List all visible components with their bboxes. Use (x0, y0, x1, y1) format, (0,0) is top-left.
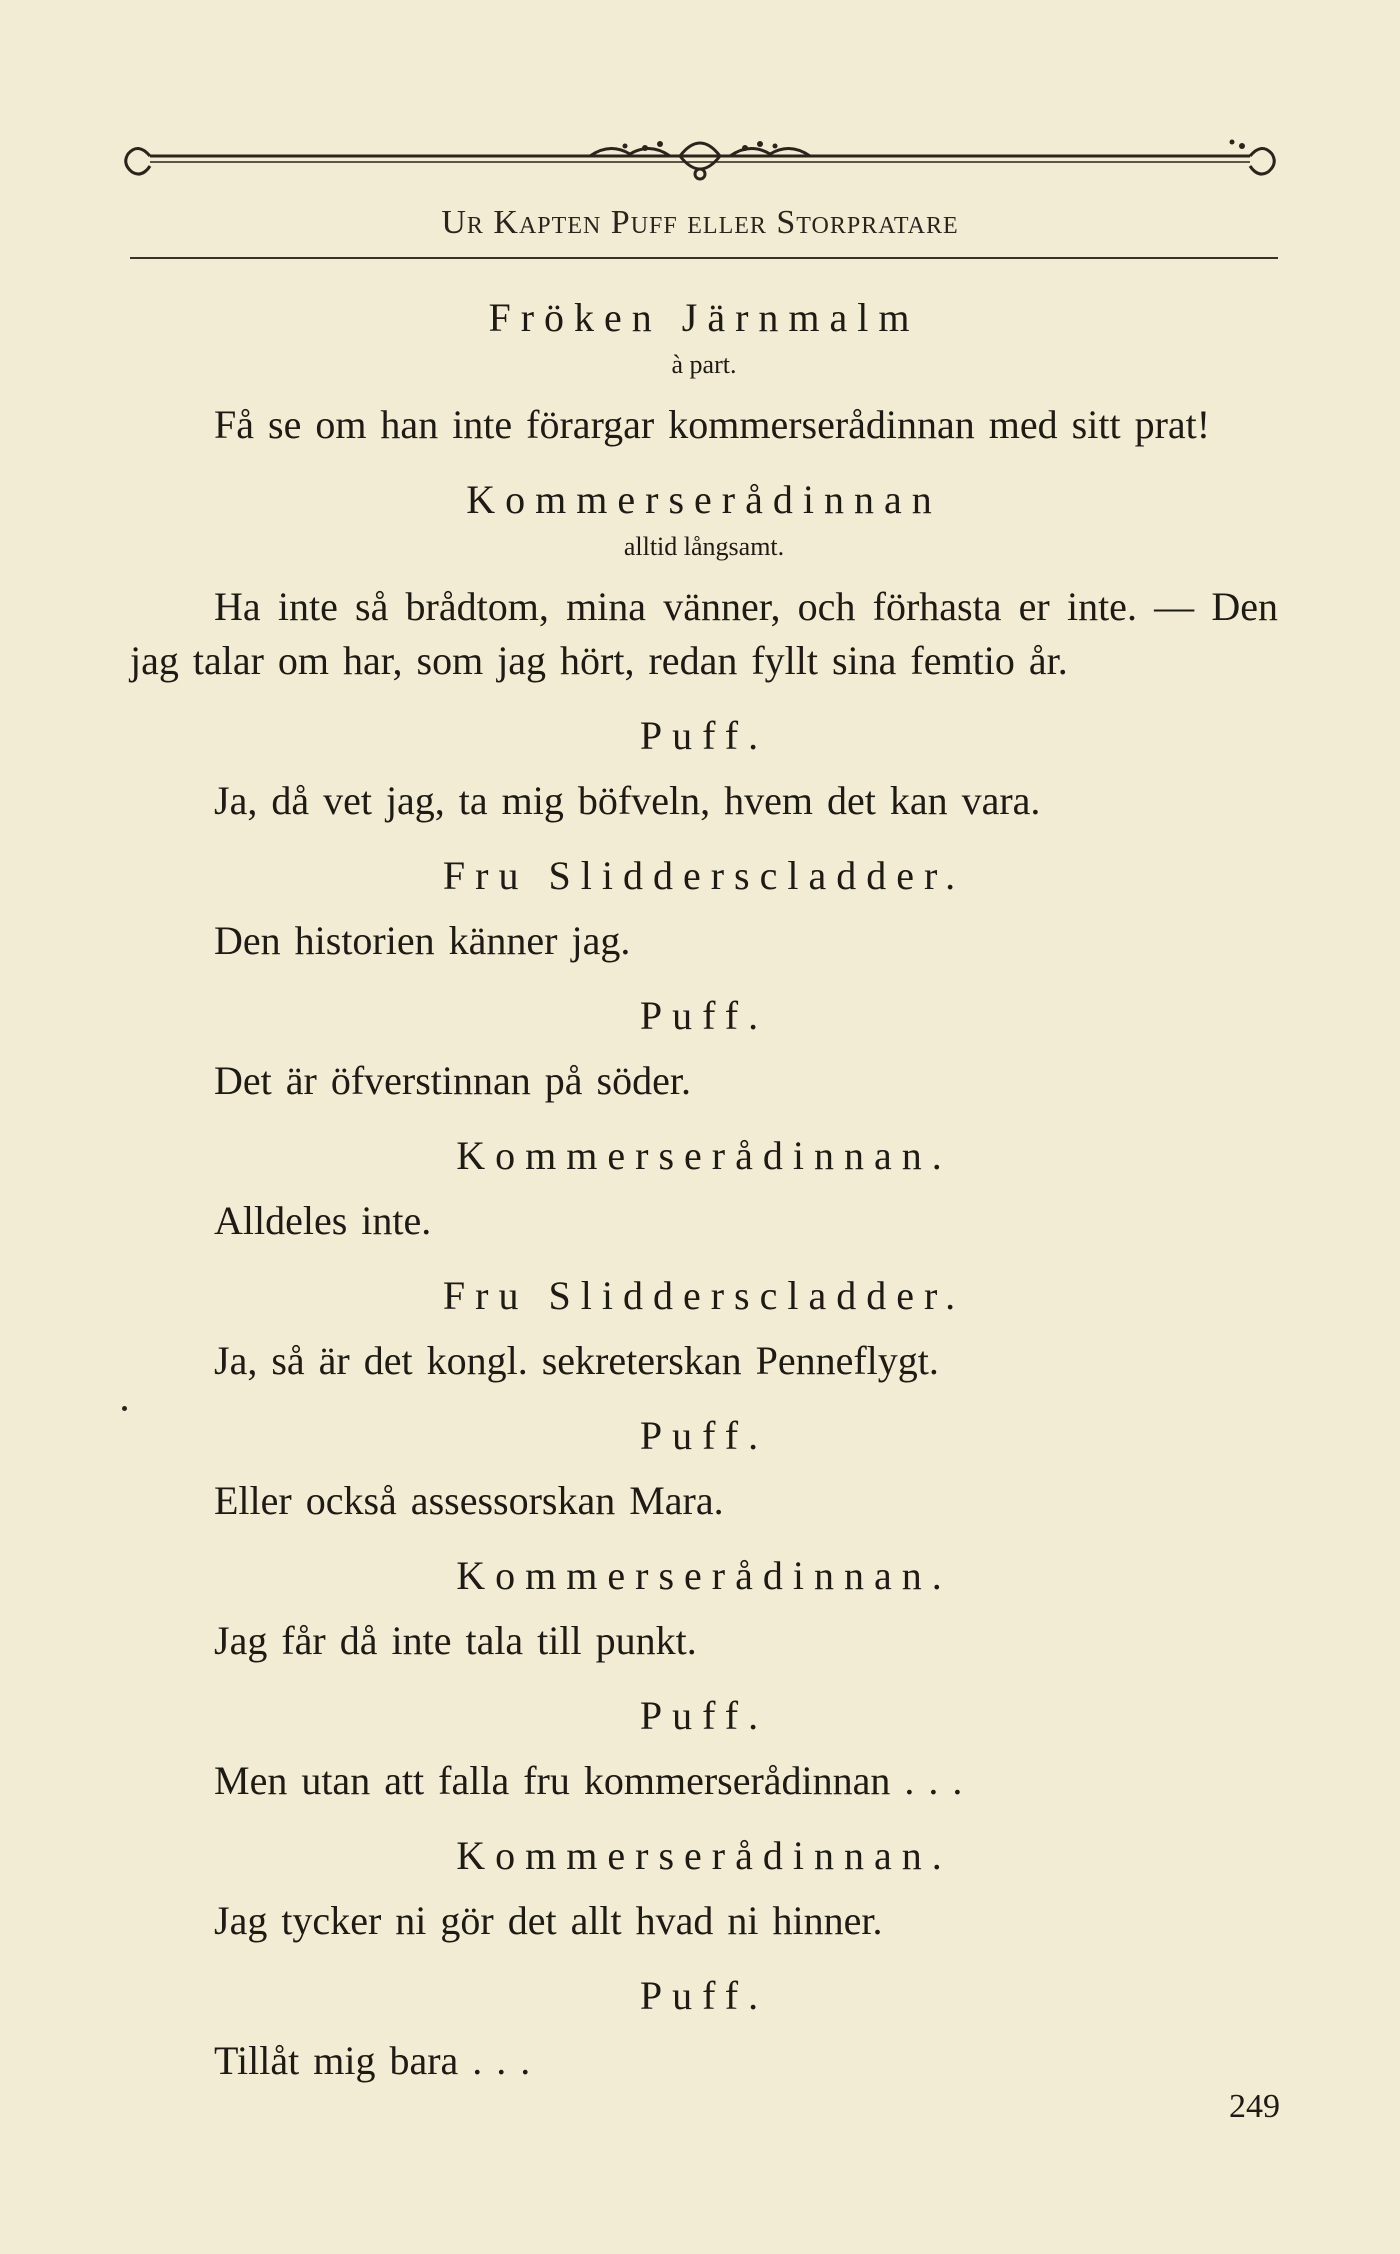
dialogue-entry (130, 1830, 1278, 1948)
speaker-name: Fröken Järnmalm (488, 295, 920, 340)
stage-direction: alltid långsamt. (623, 532, 785, 561)
dialogue-line: Ja, då vet jag, ta mig böfveln, hvem det kan vara. (214, 778, 1041, 823)
dialogue-line: Jag får då inte tala till punkt. (214, 1618, 697, 1663)
dialogue-line: Eller också assessorskan Mara. (214, 1478, 724, 1523)
dialogue-entry (130, 1130, 1278, 1248)
speaker-name: Fru Slidderscladder. (442, 1273, 966, 1318)
speaker-name: Puff. (639, 713, 769, 758)
dialogue-entry (130, 1410, 1278, 1528)
speaker-name: Puff. (639, 993, 769, 1038)
speaker-name: Fru Slidderscladder. (442, 853, 966, 898)
dialogue-entry (130, 1550, 1278, 1668)
dialogue-line: Tillåt mig bara . . . (214, 2038, 531, 2083)
speaker-name: Kommerserådinnan (466, 477, 942, 522)
header-rule (130, 257, 1278, 259)
speaker-name: Puff. (639, 1413, 769, 1458)
dialogue-line: Ja, så är det kongl. sekreterskan Penneflygt. (214, 1338, 939, 1383)
stage-direction: à part. (671, 350, 737, 379)
speaker-name: Puff. (639, 1973, 769, 2018)
dialogue-line: Ha inte så brådtom, mina vänner, och förhasta er inte. — Den jag talar om har, som jag hört, redan fyllt sina femtio år. (130, 584, 1278, 683)
dialogue-line: Få se om han inte förargar kommerserådinnan med sitt prat! (214, 402, 1211, 447)
dialogue-entry (130, 710, 1278, 828)
header-ornament (120, 126, 1280, 196)
dialogue-line: Den historien känner jag. (214, 918, 631, 963)
ink-speck (122, 1406, 127, 1411)
dialogue-entry (130, 1270, 1278, 1388)
speaker-name: Kommerserådinnan. (456, 1553, 952, 1598)
speaker-name: Kommerserådinnan. (456, 1133, 952, 1178)
running-title: Ur Kapten Puff eller Storpratare (441, 204, 959, 241)
dialogue-line: Det är öfverstinnan på söder. (214, 1058, 691, 1103)
dialogue-body (130, 270, 1278, 2094)
dialogue-line: Jag tycker ni gör det allt hvad ni hinner. (214, 1898, 883, 1943)
speaker-name: Puff. (639, 1693, 769, 1738)
dialogue-line: Alldeles inte. (214, 1198, 432, 1243)
page-number: 249 (1229, 2088, 1280, 2125)
dialogue-entry (130, 1690, 1278, 1808)
dialogue-entry (130, 990, 1278, 1108)
dialogue-entry (130, 1970, 1278, 2088)
dialogue-entry (130, 292, 1278, 452)
dialogue-line: Men utan att falla fru kommerserådinnan . . . (214, 1758, 963, 1803)
dialogue-entry (130, 474, 1278, 688)
dialogue-entry (130, 850, 1278, 968)
speaker-name: Kommerserådinnan. (456, 1833, 952, 1878)
